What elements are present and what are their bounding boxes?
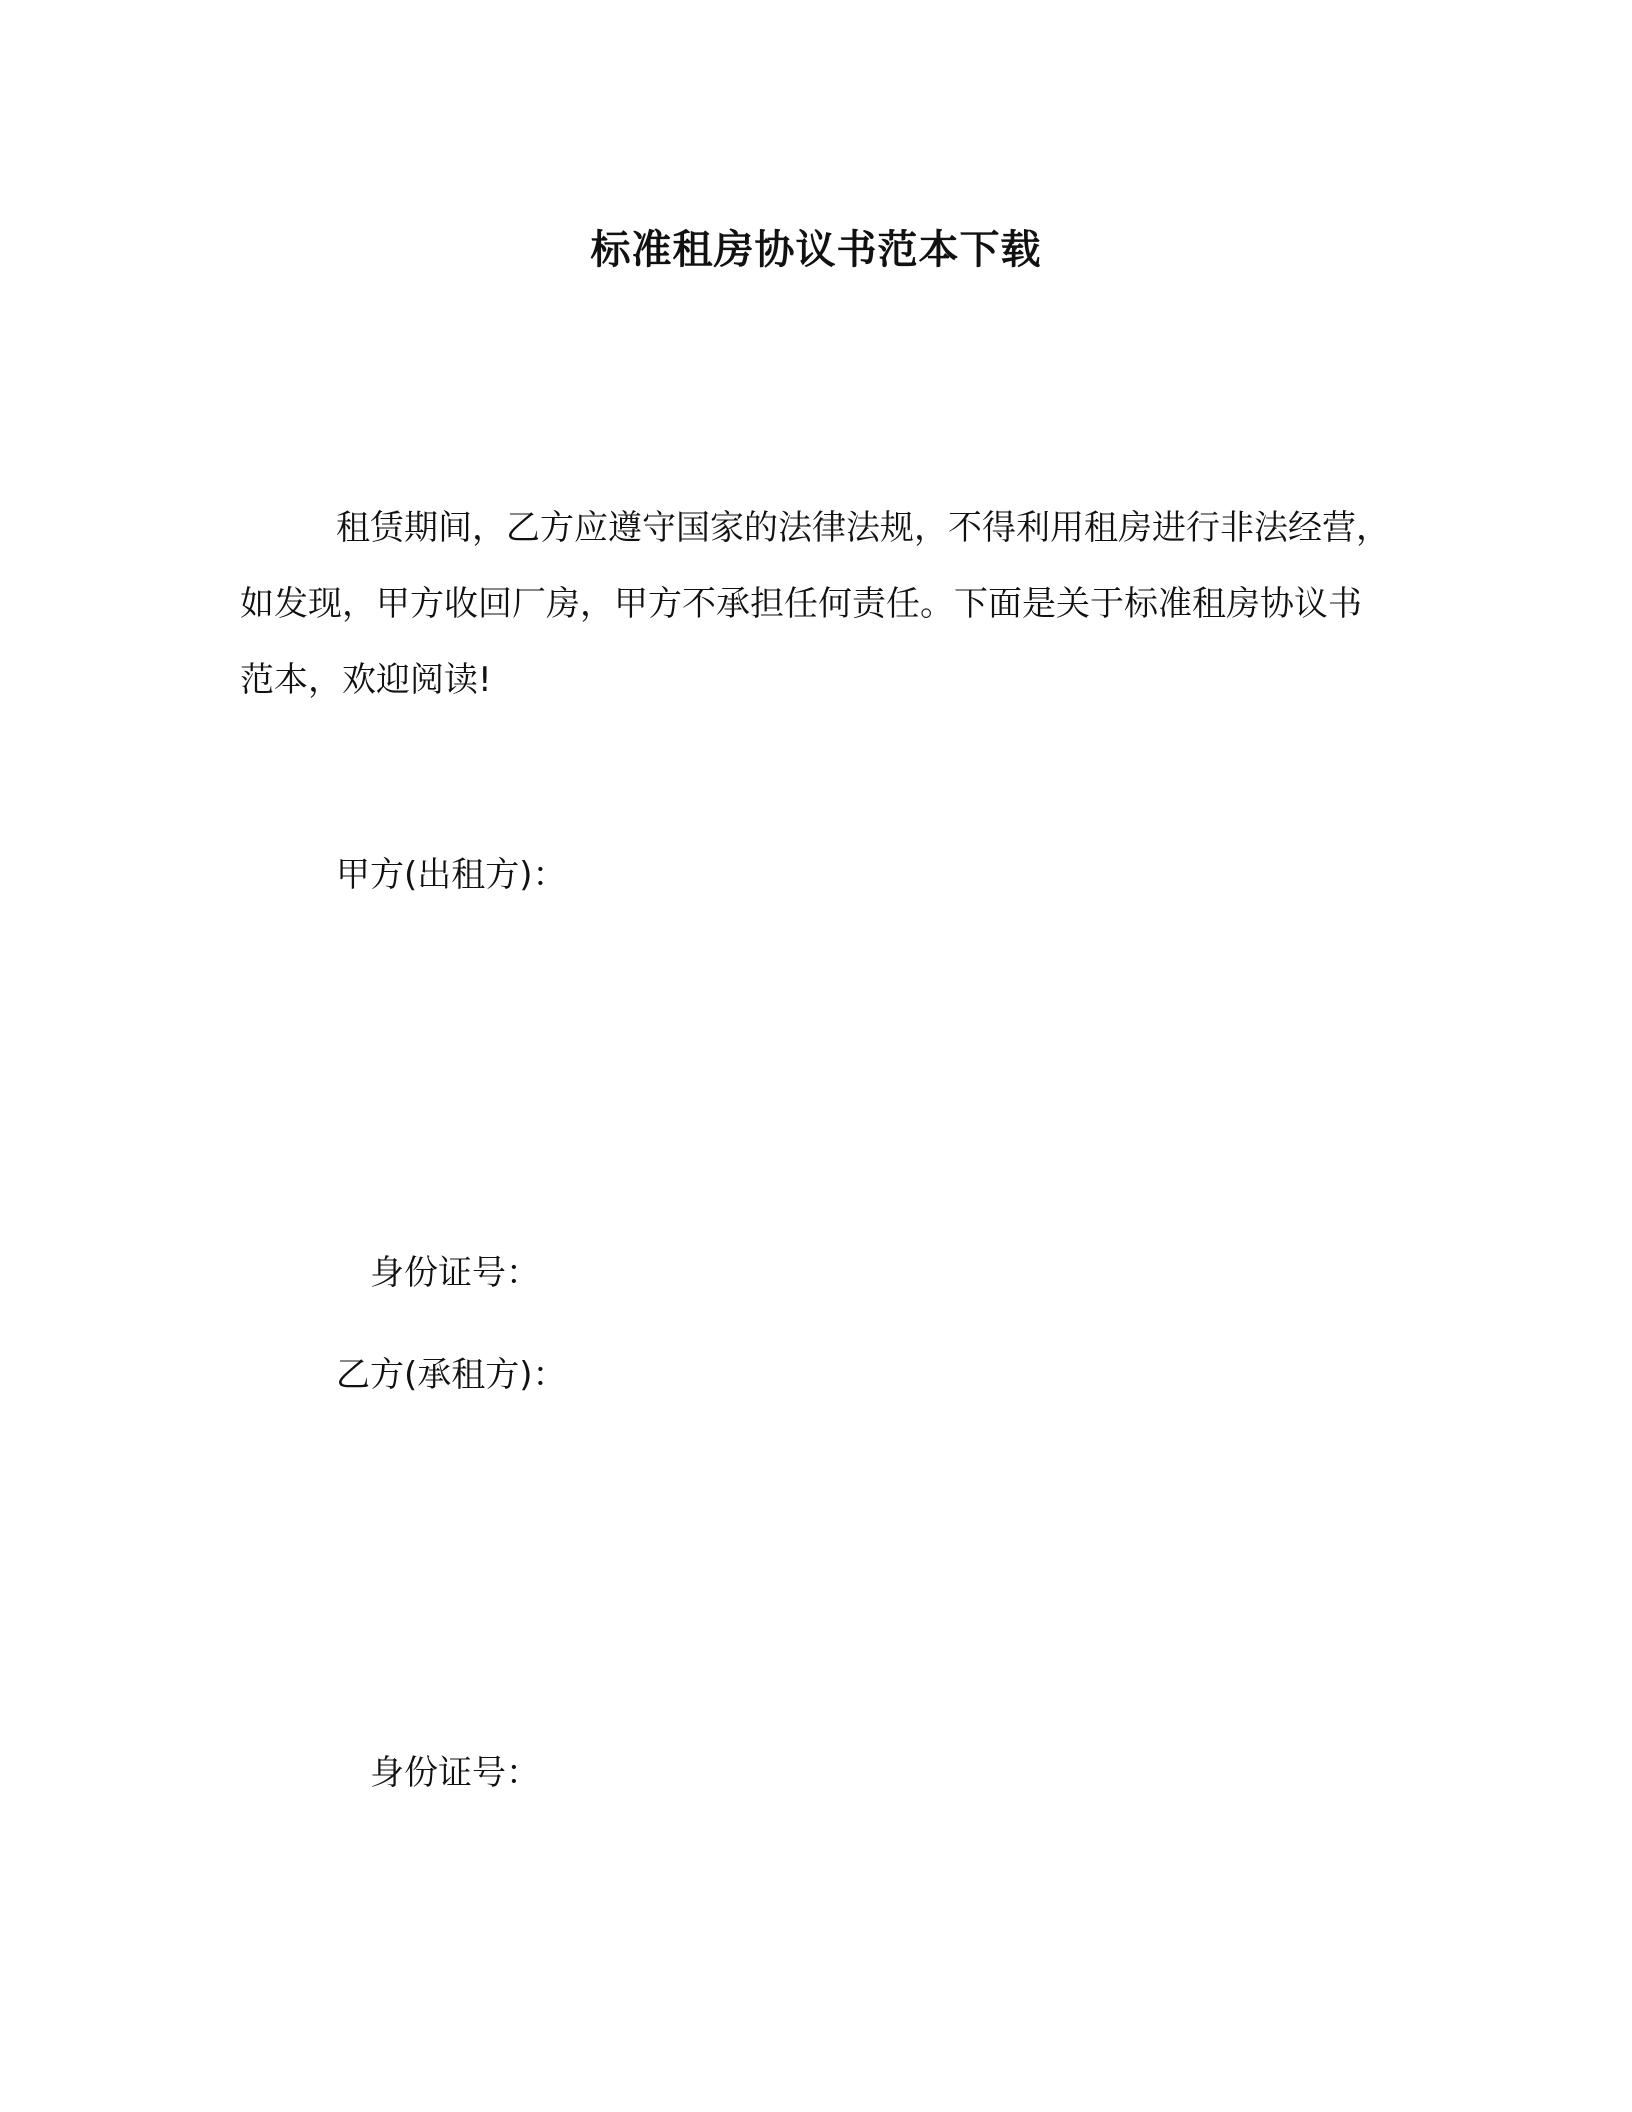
party-a-id-label: 身份证号： [370,1253,540,1293]
document-title: 标准租房协议书范本下载 [590,227,1042,273]
party-b-id-label: 身份证号： [370,1753,540,1793]
party-b-label: 乙方(承租方)： [336,1355,567,1395]
intro-paragraph: 租赁期间，乙方应遵守国家的法律法规，不得利用租房进行非法经营，如发现，甲方收回厂房，甲方不承担任何责任。下面是关于标准租房协议书范本，欢迎阅读! [240,508,1390,700]
party-a-label: 甲方(出租方)： [336,855,567,895]
